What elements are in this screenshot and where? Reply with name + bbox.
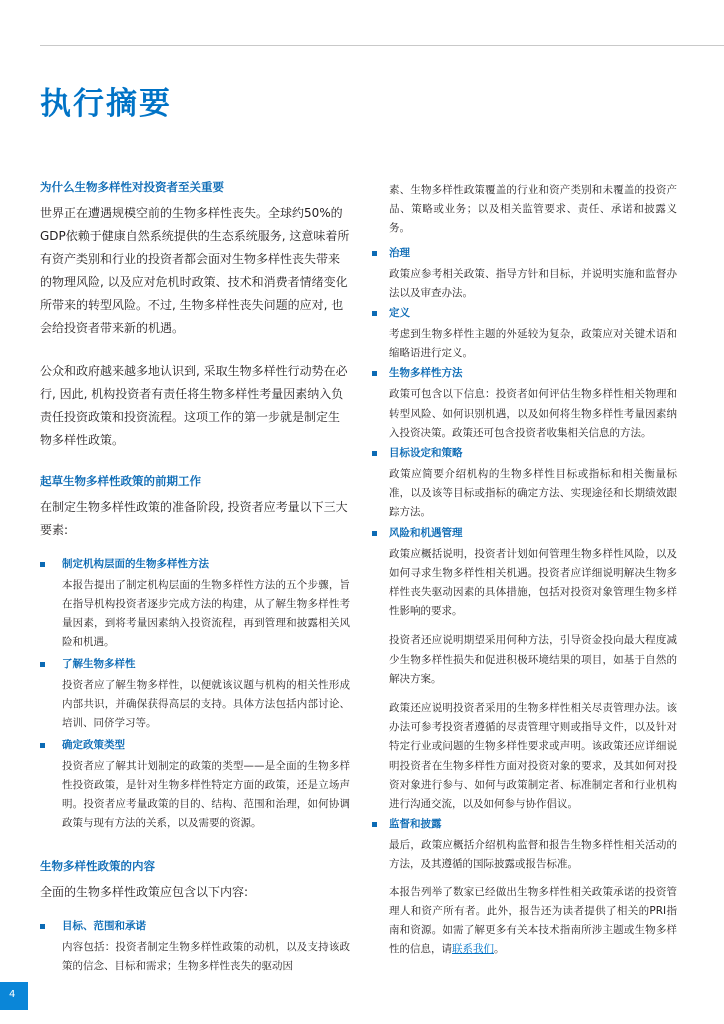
section-heading-content: 生物多样性政策的内容: [40, 859, 155, 873]
list-item-text: 政策应参考相关政策、指导方针和目标，并说明实施和监督办法以及审查办法。: [389, 267, 677, 299]
closing-paragraph: [372, 883, 677, 960]
list-item-text: 政策应概括说明，投资者计划如何管理生物多样性风险，以及如何寻求生物多样性相关机遇。投资者应详细说明解决生物多样性丧失驱动因素的具体措施，包括对投资对象管理生物多样性影响的要求。: [389, 547, 677, 618]
bullet-icon: [372, 822, 377, 827]
list-item: [40, 737, 350, 833]
list-item: [372, 525, 677, 815]
list-item-title: 制定机构层面的生物多样性方法: [62, 558, 209, 570]
left-column: [40, 178, 350, 976]
paragraph-why-2: 公众和政府越来越多地认识到, 采取生物多样性行动势在必行, 因此, 机构投资者有责任将生物多样性考量因素纳入负责任投资政策和投资流程。这项工作的第一步就是制定生物多样性政策。: [40, 364, 348, 447]
list-item: [372, 245, 677, 303]
bullet-icon: [372, 371, 377, 376]
list-item-title: 了解生物多样性: [62, 658, 136, 670]
list-item-text: 投资者应了解生物多样性，以便就该议题与机构的相关性形成内部共识，并确保获得高层的支持。具体方法包括内部讨论、培训、同侪学习等。: [62, 679, 350, 729]
list-item-text: 投资者还应说明期望采用何种方法，引导资金投向最大程度减少生物多样性损失和促进积极环境结果的项目，如基于自然的解决方案。: [389, 634, 677, 685]
top-divider: [40, 45, 724, 46]
list-item: [40, 918, 350, 976]
bullet-icon: [40, 743, 45, 748]
list-item: [372, 365, 677, 443]
paragraph-prep: 在制定生物多样性政策的准备阶段, 投资者应考量以下三大要素:: [40, 500, 348, 537]
list-item: [40, 556, 350, 652]
list-item-text: 投资者应了解其计划制定的政策的类型——是全面的生物多样性投资政策，是针对生物多样性特定方面的政策，还是立场声明。投资者应考量政策的目的、结构、范围和治理，如何协调政策与现有方法的关系，以及需要的资源。: [62, 760, 350, 829]
section-heading-why: 为什么生物多样性对投资者至关重要: [40, 180, 224, 194]
page-number: 4: [9, 989, 16, 1000]
bullet-icon: [40, 662, 45, 667]
list-item-title: 确定政策类型: [62, 739, 125, 751]
bullet-icon: [372, 251, 377, 256]
continued-text: 素、生物多样性政策覆盖的行业和资产类别和未覆盖的投资产品、策略或业务；以及相关监管要求、责任、承诺和披露义务。: [389, 184, 677, 235]
list-item-text: 考虑到生物多样性主题的外延较为复杂，政策应对关键术语和缩略语进行定义。: [389, 328, 677, 360]
list-item-title: 生物多样性方法: [389, 367, 463, 380]
section-heading-prep: 起草生物多样性政策的前期工作: [40, 474, 201, 488]
list-item-text: 最后，政策应概括介绍机构监督和报告生物多样性相关活动的方法，及其遵循的国际披露或报告标准。: [389, 839, 677, 871]
closing-text: 本报告列举了数家已经做出生物多样性相关政策承诺的投资管理人和资产所有者。此外，报告还为读者提供了相关的PRI指南和资源。如需了解更多有关本技术指南所涉主题或生物多样性的信息，请: [389, 885, 677, 956]
list-item-title: 风险和机遇管理: [389, 526, 463, 539]
list-item-text: 政策应简要介绍机构的生物多样性目标或指标和相关衡量标准，以及该等目标或指标的确定方法、实现途径和长期绩效跟踪方法。: [389, 468, 677, 519]
contact-us-link[interactable]: 联系我们: [452, 943, 494, 956]
bullet-icon: [372, 531, 377, 536]
list-item-title: 治理: [389, 246, 410, 259]
list-item-text: 政策可包含以下信息：投资者如何评估生物多样性相关物理和转型风险、如何识别机遇，以及如何将生物多样性考量因素纳入投资决策。政策还可包含投资者收集相关信息的方法。: [389, 388, 677, 439]
list-item-text: 内容包括：投资者制定生物多样性政策的动机，以及支持该政策的信念、目标和需求；生物多样性丧失的驱动因: [62, 941, 350, 972]
list-item: [372, 445, 677, 523]
list-item-title: 定义: [389, 307, 410, 320]
paragraph-content: 全面的生物多样性政策应包含以下内容:: [40, 885, 249, 899]
page-number-tab: [0, 982, 28, 1010]
list-item-title: 目标设定和策略: [389, 447, 463, 460]
closing-end: 。: [494, 943, 505, 956]
right-column: [372, 181, 677, 960]
list-item-title: 监督和披露: [389, 818, 442, 831]
bullet-icon: [40, 562, 45, 567]
content-list: [40, 918, 350, 976]
list-item: [372, 305, 677, 363]
bullet-icon: [372, 451, 377, 456]
list-item: [372, 816, 677, 874]
prep-list: [40, 556, 350, 833]
paragraph-why-1: 世界正在遭遇规模空前的生物多样性丧失。全球约50%的GDP依赖于健康自然系统提供的生态系统服务, 这意味着所有资产类别和行业的投资者都会面对生物多样性丧失带来的物理风险, 以及应对危机时政策、技术和消费者情绪变化所带来的转型风险。不过, 生物多样性丧失问题的应对, 也会给投资者带来新的机遇。: [40, 206, 350, 335]
policy-content-list: [372, 245, 677, 875]
list-item-title: 目标、范围和承诺: [62, 920, 146, 932]
list-item: [40, 656, 350, 733]
list-item-text: 政策还应说明投资者采用的生物多样性相关尽责管理办法。该办法可参考投资者遵循的尽责管理守则或指导文件，以及针对特定行业或问题的生物多样性要求或声明。该政策还应详细说明投资者在生物多样性方面对投资对象的要求，及其如何对投资对象进行参与、如何与政策制定者、标准制定者和行业机构进行沟通交流，以及如何参与协作倡议。: [389, 702, 677, 811]
bullet-icon: [372, 311, 377, 316]
list-item-text: 本报告提出了制定机构层面的生物多样性方法的五个步骤，旨在指导机构投资者逐步完成方法的构建，从了解生物多样性考量因素，到将考量因素纳入投资流程，再到管理和披露相关风险和机遇。: [62, 579, 350, 648]
page-title: 执行摘要: [40, 86, 172, 122]
bullet-icon: [40, 924, 45, 929]
